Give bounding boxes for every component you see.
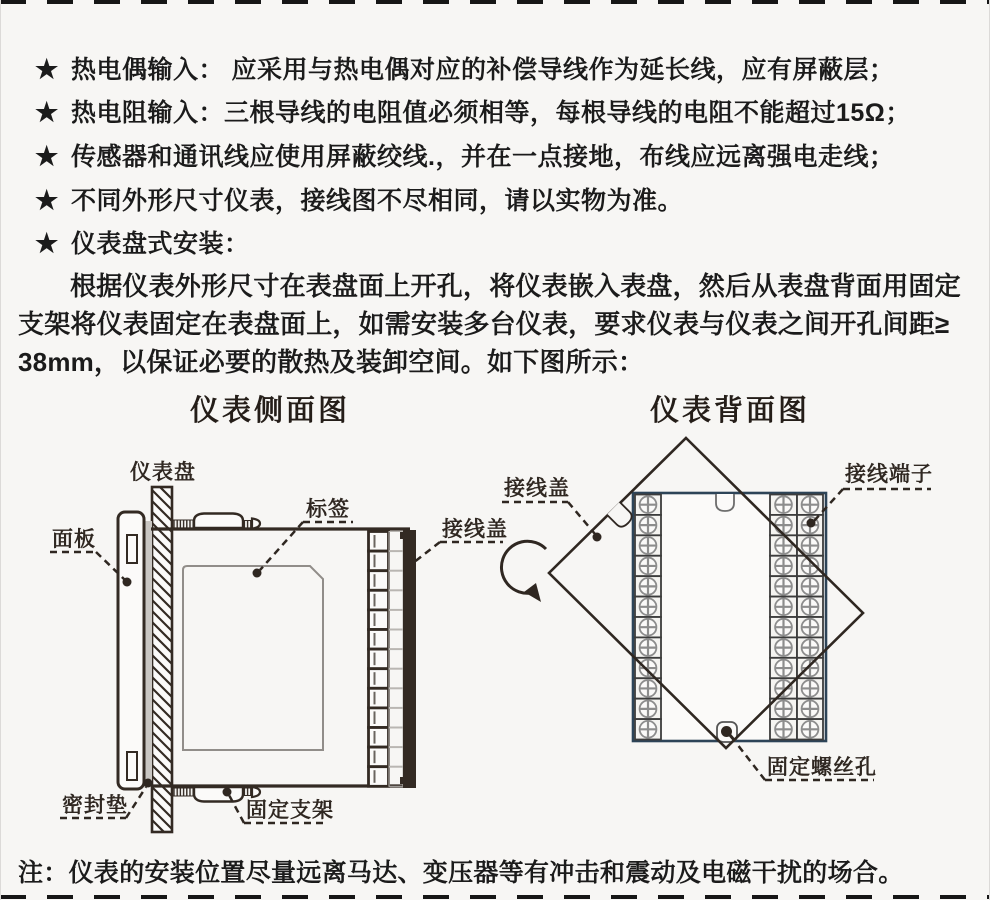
bullet-thermocouple-input xyxy=(35,50,975,86)
label-wiring-cover-side xyxy=(413,517,508,563)
bullet-sensor-wiring xyxy=(35,137,975,173)
svg-text:固定支架: 固定支架 xyxy=(246,799,334,822)
label-panel-board xyxy=(130,460,196,484)
paragraph-line: 支架将仪表固定在表盘面上，如需安装多台仪表，要求仪表与仪表之间开孔间距≥ xyxy=(18,309,950,339)
star-icon: ★ xyxy=(35,228,59,258)
terminal-column-left xyxy=(635,495,661,740)
bullet-text: 热电偶输入： 应采用与热电偶对应的补偿导线作为延长线，应有屏蔽层； xyxy=(71,56,895,84)
side-view-diagram xyxy=(50,394,508,851)
svg-text:面板: 面板 xyxy=(52,528,96,551)
front-bezel xyxy=(118,512,144,789)
bullet-text: 传感器和通讯线应使用屏蔽绞线.，并在一点接地，布线应远离强电走线； xyxy=(71,143,895,171)
bullet-rtd-input xyxy=(35,93,975,129)
back-view-title: 仪表背面图 xyxy=(649,395,811,427)
label-screw-hole xyxy=(737,744,877,780)
svg-text:固定螺丝孔: 固定螺丝孔 xyxy=(767,756,877,779)
bullet-wiring-diagram xyxy=(35,181,975,217)
panel-board-hatch xyxy=(152,468,172,851)
bullet-panel-mounting xyxy=(35,224,975,260)
svg-text:仪表盘: 仪表盘 xyxy=(130,461,196,484)
rotation-arrow-icon xyxy=(501,541,546,602)
bullet-text: 热电阻输入：三根导线的电阻值必须相等，每根导线的电阻不能超过15Ω； xyxy=(71,99,911,127)
terminal-column-right-inner xyxy=(770,495,797,740)
svg-text:接线盖: 接线盖 xyxy=(504,477,570,500)
terminal-column-right-outer xyxy=(797,495,823,740)
cover-tab xyxy=(607,502,635,530)
mounting-diagrams xyxy=(0,385,990,900)
paragraph-line: 根据仪表外形尺寸在表盘面上开孔，将仪表嵌入表盘，然后从表盘背面用固定 xyxy=(70,271,961,301)
label-wiring-cover-back xyxy=(502,476,602,542)
star-icon: ★ xyxy=(35,185,59,215)
ladder-spacer xyxy=(389,532,403,787)
top-fixing-bracket xyxy=(172,514,260,529)
svg-text:密封垫: 密封垫 xyxy=(62,794,128,817)
back-view-diagram xyxy=(501,394,933,780)
screw-head xyxy=(252,787,260,797)
star-icon: ★ xyxy=(35,54,59,84)
svg-text:标签: 标签 xyxy=(306,498,350,521)
installation-note: 注：仪表的安装位置尽量远离马达、变压器等有冲击和震动及电磁干扰的场合。 xyxy=(18,859,904,887)
star-icon: ★ xyxy=(35,97,59,127)
page-top-dashed-border xyxy=(0,0,990,4)
tag-area xyxy=(183,566,323,750)
paragraph-line: 38mm，以保证必要的散热及装卸空间。如下图所示： xyxy=(18,347,645,377)
top-notch xyxy=(716,494,734,511)
terminal-ladder xyxy=(369,532,389,787)
bullet-text: 不同外形尺寸仪表，接线图不尽相同，请以实物为准。 xyxy=(71,187,684,215)
screw-head xyxy=(252,519,260,529)
svg-text:接线端子: 接线端子 xyxy=(845,463,933,486)
svg-text:接线盖: 接线盖 xyxy=(442,518,508,541)
side-view-title: 仪表侧面图 xyxy=(189,395,351,427)
bullet-text: 仪表盘式安装： xyxy=(71,230,250,258)
terminal-cover-bar xyxy=(400,530,416,788)
star-icon: ★ xyxy=(35,141,59,171)
